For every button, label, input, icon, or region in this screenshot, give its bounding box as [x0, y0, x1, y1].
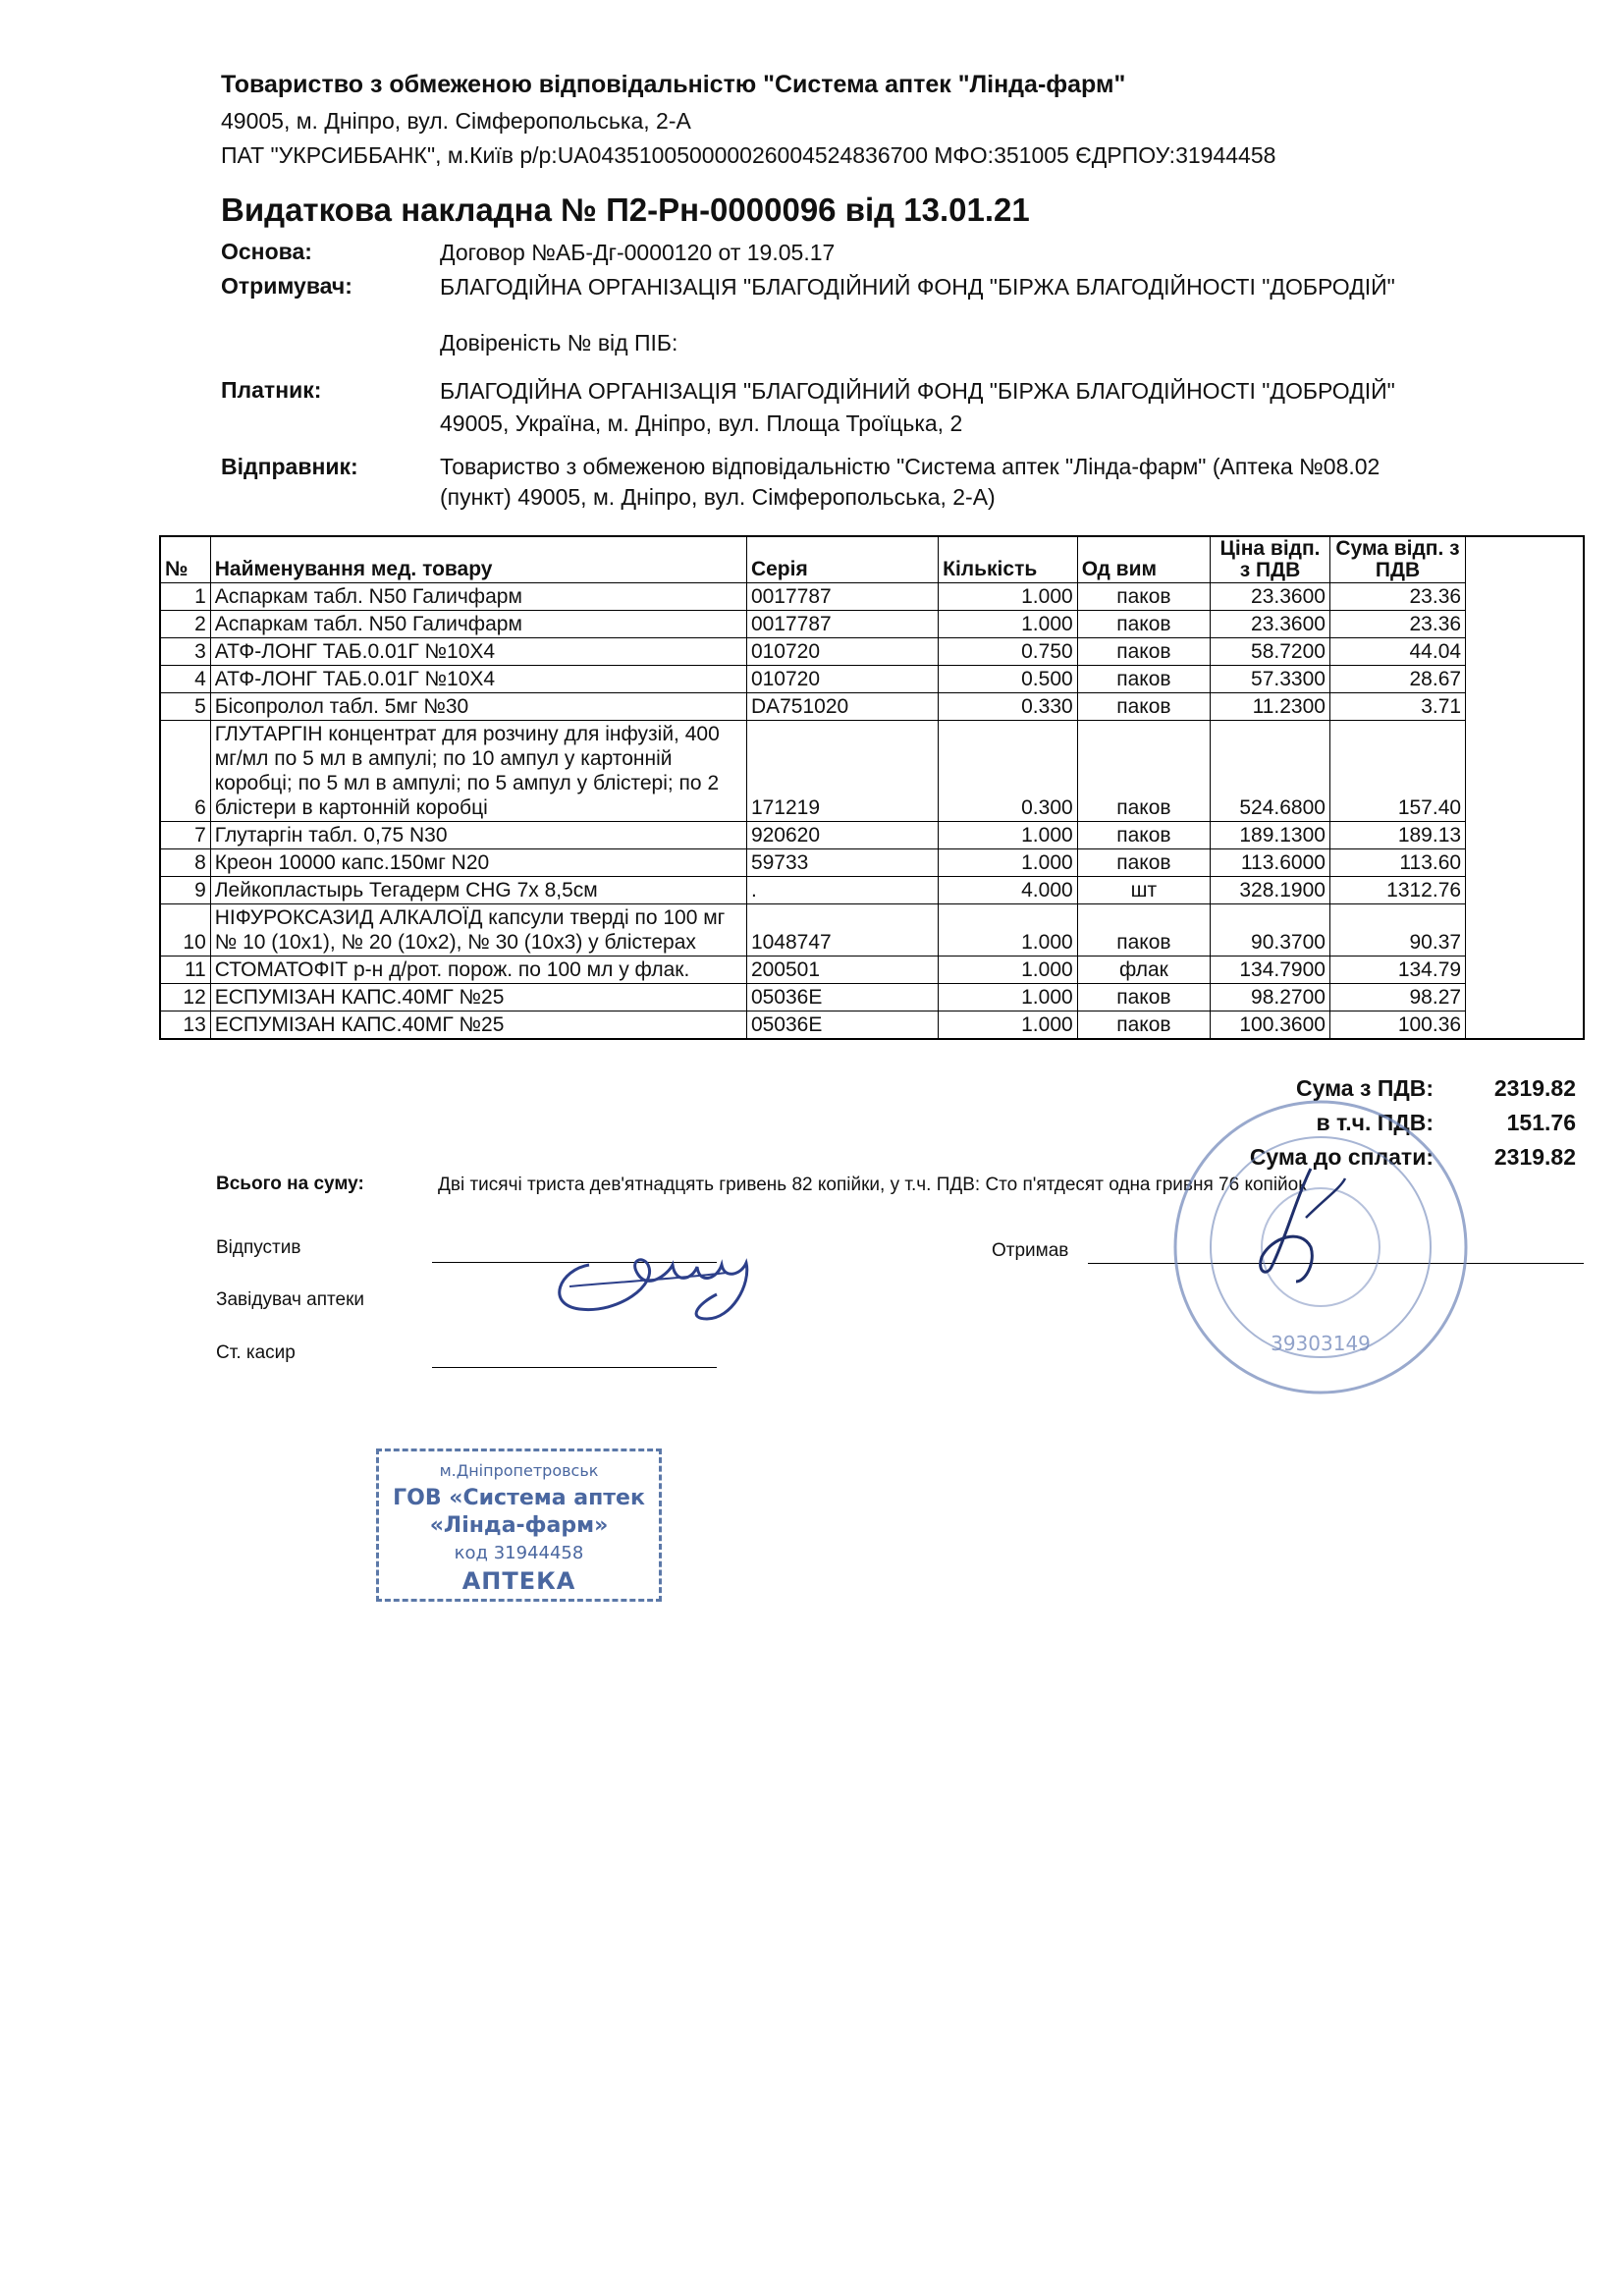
row-no: 11: [160, 957, 210, 984]
company-address: 49005, м. Дніпро, вул. Сімферопольська, 2-А: [221, 108, 691, 134]
row-name: Глутаргін табл. 0,75 N30: [210, 822, 746, 849]
row-price: 98.2700: [1211, 984, 1330, 1011]
row-unit: паков: [1077, 693, 1210, 721]
pharmacy-head-label: Завідувач аптеки: [216, 1289, 364, 1310]
row-no: 1: [160, 583, 210, 611]
header-qty: Кількість: [939, 536, 1078, 583]
table-row: [160, 638, 1584, 666]
row-unit: паков: [1077, 1011, 1210, 1040]
header-no: №: [160, 536, 210, 583]
row-no: 7: [160, 822, 210, 849]
total-words-text: Дві тисячі триста дев'ятнадцять гривень 82 копійки, у т.ч. ПДВ: Сто п'ятдесят одна гривня 76 копійок: [438, 1175, 1307, 1195]
table-row: [160, 984, 1584, 1011]
stamp-city: м.Дніпропетровськ: [439, 1461, 599, 1480]
row-price: 524.6800: [1211, 721, 1330, 822]
recipient-value: БЛАГОДІЙНА ОРГАНІЗАЦІЯ "БЛАГОДІЙНИЙ ФОНД "БІРЖА БЛАГОДІЙНОСТІ "ДОБРОДІЙ": [440, 274, 1395, 300]
row-name: ЕСПУМІЗАН КАПС.40МГ №25: [210, 984, 746, 1011]
row-series: 010720: [746, 638, 938, 666]
row-name: НІФУРОКСАЗИД АЛКАЛОЇД капсули тверді по 100 мг № 10 (10х1), № 20 (10х2), № 30 (10х3) у блістерах: [210, 904, 746, 957]
table-row: [160, 721, 1584, 822]
row-unit: флак: [1077, 957, 1210, 984]
total-with-vat-value: 2319.82: [1493, 1075, 1576, 1101]
row-series: 010720: [746, 666, 938, 693]
row-series: 920620: [746, 822, 938, 849]
row-sum: 44.04: [1329, 638, 1465, 666]
table-row: [160, 822, 1584, 849]
row-price: 57.3300: [1211, 666, 1330, 693]
row-series: 05036E: [746, 984, 938, 1011]
row-price: 113.6000: [1211, 849, 1330, 877]
goods-table: [159, 535, 1585, 1040]
row-series: 0017787: [746, 611, 938, 638]
row-qty: 1.000: [939, 611, 1078, 638]
header-sum-line1: Сума відп. з: [1335, 537, 1460, 560]
row-price: 134.7900: [1211, 957, 1330, 984]
row-name: Лейкопластырь Тегадерм CHG 7х 8,5см: [210, 877, 746, 904]
row-series: 171219: [746, 721, 938, 822]
row-qty: 1.000: [939, 822, 1078, 849]
row-unit: паков: [1077, 984, 1210, 1011]
row-price: 100.3600: [1211, 1011, 1330, 1040]
header-name: Найменування мед. товару: [210, 536, 746, 583]
row-sum: 113.60: [1329, 849, 1465, 877]
row-name: Аспаркам табл. N50 Галичфарм: [210, 611, 746, 638]
released-by-label: Відпустив: [216, 1237, 301, 1258]
row-no: 9: [160, 877, 210, 904]
table-row: [160, 666, 1584, 693]
table-row: [160, 583, 1584, 611]
row-series: .: [746, 877, 938, 904]
header-series: Серія: [746, 536, 938, 583]
row-series: 1048747: [746, 904, 938, 957]
row-sum: 23.36: [1329, 611, 1465, 638]
row-price: 90.3700: [1211, 904, 1330, 957]
document-title: Видаткова накладна № П2-Рн-0000096 від 13.01.21: [221, 191, 1030, 228]
row-name: Бісопролол табл. 5мг №30: [210, 693, 746, 721]
row-unit: паков: [1077, 666, 1210, 693]
stamp-org: ГОВ «Система аптек: [393, 1486, 645, 1510]
row-no: 3: [160, 638, 210, 666]
row-name: Аспаркам табл. N50 Галичфарм: [210, 583, 746, 611]
row-sum: 189.13: [1329, 822, 1465, 849]
table-row: [160, 849, 1584, 877]
row-qty: 1.000: [939, 583, 1078, 611]
row-unit: шт: [1077, 877, 1210, 904]
row-qty: 1.000: [939, 957, 1078, 984]
total-vat-label: в т.ч. ПДВ:: [1316, 1110, 1434, 1135]
table-row: [160, 877, 1584, 904]
row-no: 10: [160, 904, 210, 957]
row-sum: 157.40: [1329, 721, 1465, 822]
row-sum: 1312.76: [1329, 877, 1465, 904]
table-row: [160, 904, 1584, 957]
row-sum: 98.27: [1329, 984, 1465, 1011]
total-to-pay-value: 2319.82: [1493, 1144, 1576, 1170]
recipient-label: Отримувач:: [221, 273, 352, 299]
row-name: АТФ-ЛОНГ ТАБ.0.01Г №10Х4: [210, 638, 746, 666]
received-by-label: Отримав: [992, 1240, 1069, 1261]
row-unit: паков: [1077, 822, 1210, 849]
row-series: 200501: [746, 957, 938, 984]
basis-label: Основа:: [221, 239, 312, 264]
row-qty: 1.000: [939, 904, 1078, 957]
payer-label: Платник:: [221, 377, 322, 403]
handwritten-signature-released: [550, 1226, 785, 1324]
row-series: 0017787: [746, 583, 938, 611]
pharmacy-stamp: [376, 1449, 662, 1602]
row-qty: 1.000: [939, 984, 1078, 1011]
row-no: 13: [160, 1011, 210, 1040]
row-no: 4: [160, 666, 210, 693]
header-sum: [1329, 536, 1465, 583]
row-price: 328.1900: [1211, 877, 1330, 904]
row-series: 05036E: [746, 1011, 938, 1040]
row-sum: 100.36: [1329, 1011, 1465, 1040]
row-qty: 0.330: [939, 693, 1078, 721]
row-sum: 90.37: [1329, 904, 1465, 957]
table-row: [160, 1011, 1584, 1040]
row-unit: паков: [1077, 721, 1210, 822]
row-no: 2: [160, 611, 210, 638]
row-series: DA751020: [746, 693, 938, 721]
row-unit: паков: [1077, 583, 1210, 611]
row-name: АТФ-ЛОНГ ТАБ.0.01Г №10Х4: [210, 666, 746, 693]
company-bank-details: ПАТ "УКРСИББАНК", м.Київ р/р:UA043510050000026004524836700 МФО:351005 ЄДРПОУ:31944458: [221, 142, 1276, 168]
header-price: [1211, 536, 1330, 583]
row-no: 6: [160, 721, 210, 822]
row-sum: 134.79: [1329, 957, 1465, 984]
header-price-line1: Ціна відп.: [1219, 537, 1321, 560]
row-name: ГЛУТАРГІН концентрат для розчину для інфузій, 400 мг/мл по 5 мл в ампулі; по 10 ампул у картонній коробці; по 5 мл в ампулі; по 5 ампул у блістері; по 2 блістери в картонній коробці: [210, 721, 746, 822]
row-name: ЕСПУМІЗАН КАПС.40МГ №25: [210, 1011, 746, 1040]
total-words-label: Всього на суму:: [216, 1174, 364, 1194]
table-header-row: [160, 536, 1584, 583]
row-qty: 1.000: [939, 1011, 1078, 1040]
payer-line-2: 49005, Україна, м. Дніпро, вул. Площа Троїцька, 2: [440, 410, 963, 436]
row-qty: 4.000: [939, 877, 1078, 904]
attorney-line: Довіреність № від ПІБ:: [440, 330, 678, 355]
row-name: Креон 10000 капс.150мг N20: [210, 849, 746, 877]
row-name: СТОМАТОФІТ р-н д/рот. порож. по 100 мл у флак.: [210, 957, 746, 984]
total-to-pay-label: Сума до сплати:: [1249, 1144, 1434, 1170]
row-unit: паков: [1077, 638, 1210, 666]
row-no: 8: [160, 849, 210, 877]
row-unit: паков: [1077, 611, 1210, 638]
row-sum: 3.71: [1329, 693, 1465, 721]
table-row: [160, 611, 1584, 638]
row-unit: паков: [1077, 849, 1210, 877]
row-price: 11.2300: [1211, 693, 1330, 721]
row-no: 5: [160, 693, 210, 721]
stamp-code: код 31944458: [454, 1543, 584, 1563]
payer-line-1: БЛАГОДІЙНА ОРГАНІЗАЦІЯ "БЛАГОДІЙНИЙ ФОНД "БІРЖА БЛАГОДІЙНОСТІ "ДОБРОДІЙ": [440, 378, 1395, 404]
stamp-brand: «Лінда-фарм»: [429, 1513, 609, 1538]
table-row: [160, 693, 1584, 721]
stamp-pharmacy: АПТЕКА: [461, 1567, 576, 1595]
handwritten-signature-received: [1218, 1159, 1365, 1296]
row-price: 189.1300: [1211, 822, 1330, 849]
cashier-line: [432, 1367, 717, 1368]
table-row: [160, 957, 1584, 984]
row-price: 58.7200: [1211, 638, 1330, 666]
row-unit: паков: [1077, 904, 1210, 957]
header-unit: Од вим: [1077, 536, 1210, 583]
total-vat-value: 151.76: [1506, 1110, 1576, 1135]
total-with-vat-label: Сума з ПДВ:: [1296, 1075, 1434, 1101]
row-no: 12: [160, 984, 210, 1011]
company-name: Товариство з обмеженою відповідальністю "Система аптек "Лінда-фарм": [221, 71, 1126, 98]
row-sum: 28.67: [1329, 666, 1465, 693]
cashier-label: Ст. касир: [216, 1342, 296, 1363]
sender-label: Відправник:: [221, 454, 358, 479]
row-price: 23.3600: [1211, 611, 1330, 638]
header-price-line2: з ПДВ: [1239, 559, 1301, 581]
row-qty: 0.500: [939, 666, 1078, 693]
row-qty: 0.750: [939, 638, 1078, 666]
row-sum: 23.36: [1329, 583, 1465, 611]
sender-line-2: (пункт) 49005, м. Дніпро, вул. Сімферопольська, 2-А): [440, 484, 996, 510]
header-sum-line2: ПДВ: [1375, 559, 1421, 581]
basis-value: Договор №АБ-Дг-0000120 от 19.05.17: [440, 240, 836, 265]
row-series: 59733: [746, 849, 938, 877]
sender-line-1: Товариство з обмеженою відповідальністю "Система аптек "Лінда-фарм" (Аптека №08.02: [440, 454, 1380, 479]
row-qty: 1.000: [939, 849, 1078, 877]
row-price: 23.3600: [1211, 583, 1330, 611]
row-qty: 0.300: [939, 721, 1078, 822]
round-seal-code: 39303149: [1271, 1332, 1371, 1355]
